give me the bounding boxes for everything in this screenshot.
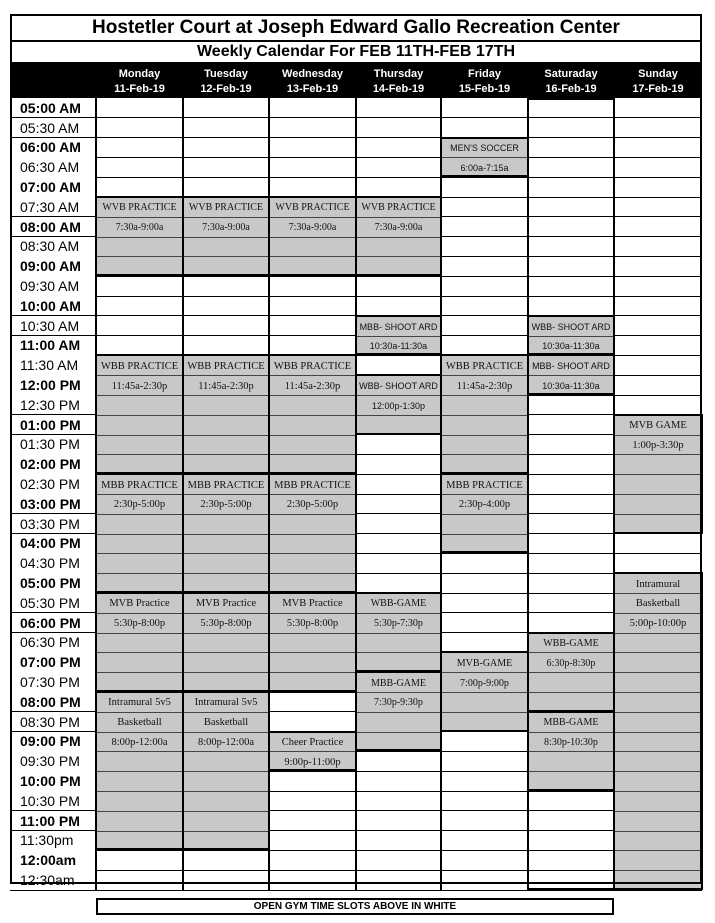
- time-label: 01:00 PM: [10, 415, 96, 435]
- event-name: MBB-GAME: [370, 677, 426, 689]
- time-label: 04:00 PM: [10, 534, 96, 554]
- event-block[interactable]: [182, 354, 270, 474]
- event-time: 11:45a-2:30p: [284, 380, 341, 392]
- event-row-line: [442, 375, 527, 376]
- event-time: 10:30a-11:30a: [369, 341, 428, 352]
- event-time: 2:30p-5:00p: [113, 499, 166, 511]
- event-name: Intramural: [635, 578, 681, 590]
- event-row-line: [97, 633, 182, 634]
- event-name: Basketball: [635, 598, 681, 610]
- event-row-line: [270, 454, 355, 455]
- time-label: 02:00 PM: [10, 454, 96, 474]
- event-row-line: [270, 375, 355, 376]
- event-time: 5:30p-7:30p: [374, 618, 423, 630]
- event-row-line: [615, 811, 701, 812]
- event-block[interactable]: [527, 315, 615, 356]
- day-name-wednesday: Wednesday: [282, 68, 343, 80]
- event-name: Cheer Practice: [281, 736, 344, 748]
- header-divider: [355, 80, 356, 81]
- event-row-line: [270, 633, 355, 634]
- day-name-saturaday: Saturaday: [544, 68, 598, 80]
- header-divider: [527, 80, 528, 81]
- event-row-line: [615, 831, 701, 832]
- time-label: 06:00 AM: [10, 138, 96, 158]
- time-label: 08:30 PM: [10, 712, 96, 732]
- event-row-line: [615, 751, 701, 752]
- event-row-line: [615, 692, 701, 693]
- event-block[interactable]: [355, 592, 442, 672]
- event-row-line: [615, 652, 701, 653]
- event-row-line: [357, 692, 440, 693]
- time-label: 07:00 AM: [10, 177, 96, 197]
- event-row-line: [97, 534, 182, 535]
- event-row-line: [97, 712, 182, 713]
- day-date: 12-Feb-19: [200, 83, 252, 95]
- time-label: 09:00 AM: [10, 256, 96, 276]
- event-row-line: [184, 573, 268, 574]
- event-row-line: [184, 435, 268, 436]
- event-block[interactable]: [95, 473, 184, 593]
- event-time: 5:30p-8:00p: [200, 618, 252, 630]
- event-row-line: [615, 633, 701, 634]
- event-row-line: [97, 395, 182, 396]
- event-row-line: [97, 613, 182, 614]
- event-row-line: [97, 652, 182, 653]
- event-block[interactable]: [613, 414, 703, 534]
- time-label: 06:00 PM: [10, 613, 96, 633]
- time-label: 12:30 PM: [10, 395, 96, 415]
- event-row-line: [615, 712, 701, 713]
- event-name: Basketball: [117, 717, 162, 729]
- page-subtitle: Weekly Calendar For FEB 11TH-FEB 17TH: [10, 42, 702, 64]
- event-block[interactable]: [355, 671, 442, 751]
- event-time: 2:30p-4:00p: [458, 499, 511, 511]
- event-block[interactable]: [95, 354, 184, 474]
- day-name-sunday: Sunday: [638, 68, 678, 80]
- event-row-line: [442, 415, 527, 416]
- event-row-line: [529, 692, 613, 693]
- event-time: 8:00p-12:00a: [111, 736, 168, 748]
- event-block[interactable]: [268, 592, 357, 692]
- event-time: 7:30a-9:00a: [374, 222, 423, 234]
- event-block[interactable]: [527, 354, 615, 395]
- event-row-line: [442, 514, 527, 515]
- footer-note: OPEN GYM TIME SLOTS ABOVE IN WHITE: [96, 898, 614, 915]
- event-time: 7:00p-9:00p: [460, 677, 509, 689]
- time-label: 12:30am: [10, 870, 96, 890]
- event-name: WBB- SHOOT ARD: [359, 381, 438, 392]
- event-row-line: [357, 633, 440, 634]
- event-time: 8:30p-10:30p: [544, 736, 598, 748]
- event-block[interactable]: [182, 473, 270, 593]
- event-row-line: [357, 613, 440, 614]
- event-row-line: [97, 415, 182, 416]
- time-label: 10:00 PM: [10, 771, 96, 791]
- event-row-line: [270, 217, 355, 218]
- event-row-line: [184, 732, 268, 733]
- day-date: 11-Feb-19: [114, 83, 165, 95]
- event-time: 7:30a-9:00a: [288, 222, 337, 234]
- event-row-line: [184, 375, 268, 376]
- event-block[interactable]: [268, 196, 357, 276]
- event-row-line: [615, 454, 701, 455]
- event-time: 11:45a-2:30p: [111, 380, 168, 392]
- time-label: 08:30 AM: [10, 237, 96, 257]
- time-label: 02:30 PM: [10, 474, 96, 494]
- time-label: 11:00 AM: [10, 336, 96, 356]
- event-name: WVB PRACTICE: [361, 202, 436, 214]
- event-row-line: [97, 237, 182, 238]
- event-time: 2:30p-5:00p: [200, 499, 252, 511]
- event-row-line: [97, 573, 182, 574]
- day-date: 13-Feb-19: [286, 83, 339, 95]
- time-label: 10:30 AM: [10, 316, 96, 336]
- event-row-line: [97, 217, 182, 218]
- event-name: MBB PRACTICE: [187, 479, 265, 491]
- event-row-line: [615, 732, 701, 733]
- event-row-line: [184, 237, 268, 238]
- event-row-line: [357, 336, 440, 337]
- event-row-line: [184, 613, 268, 614]
- event-row-line: [184, 553, 268, 554]
- time-label: 09:30 AM: [10, 276, 96, 296]
- event-row-line: [184, 771, 268, 772]
- event-time: 7:30a-9:00a: [115, 222, 164, 234]
- event-row-line: [97, 494, 182, 495]
- event-row-line: [184, 534, 268, 535]
- event-row-line: [615, 672, 701, 673]
- event-row-line: [357, 395, 440, 396]
- day-name-tuesday: Tuesday: [204, 68, 248, 80]
- event-block[interactable]: [182, 592, 270, 692]
- event-row-line: [442, 435, 527, 436]
- event-row-line: [270, 435, 355, 436]
- event-row-line: [270, 672, 355, 673]
- event-row-line: [184, 712, 268, 713]
- event-row-line: [442, 454, 527, 455]
- event-block[interactable]: [355, 196, 442, 276]
- event-time: 10:30a-11:30a: [542, 341, 600, 352]
- event-name: WBB PRACTICE: [445, 360, 524, 372]
- time-label: 07:00 PM: [10, 652, 96, 672]
- time-label: 05:30 AM: [10, 118, 96, 138]
- event-row-line: [184, 672, 268, 673]
- event-row-line: [97, 732, 182, 733]
- event-row-line: [184, 751, 268, 752]
- event-row-line: [615, 474, 701, 475]
- day-date: 15-Feb-19: [458, 83, 511, 95]
- event-name: MVB GAME: [629, 420, 687, 432]
- event-block[interactable]: [95, 196, 184, 276]
- event-row-line: [184, 811, 268, 812]
- event-row-line: [97, 831, 182, 832]
- page-title: Hostetler Court at Joseph Edward Gallo Recreation Center: [10, 14, 702, 42]
- event-row-line: [184, 395, 268, 396]
- event-row-line: [184, 791, 268, 792]
- event-block[interactable]: [613, 572, 703, 890]
- event-row-line: [97, 553, 182, 554]
- time-label: 09:00 PM: [10, 732, 96, 752]
- header-divider: [182, 80, 183, 81]
- event-name: MBB PRACTICE: [446, 479, 523, 491]
- event-time: 1:00p-3:30p: [632, 439, 684, 451]
- time-label: 05:00 PM: [10, 573, 96, 593]
- event-row-line: [442, 712, 527, 713]
- time-label: 01:30 PM: [10, 435, 96, 455]
- time-label: 12:00 PM: [10, 375, 96, 395]
- event-name: MBB- SHOOT ARD: [359, 321, 438, 332]
- event-row-line: [270, 573, 355, 574]
- event-row-line: [615, 514, 701, 515]
- event-row-line: [442, 692, 527, 693]
- event-name: MVB Practice: [195, 598, 257, 610]
- header-divider: [268, 80, 269, 81]
- event-row-line: [615, 593, 701, 594]
- event-block[interactable]: [440, 651, 529, 731]
- event-row-line: [97, 435, 182, 436]
- time-label: 05:30 PM: [10, 593, 96, 613]
- event-row-line: [615, 613, 701, 614]
- event-name: WBB PRACTICE: [273, 360, 352, 372]
- event-name: MVB-GAME: [456, 657, 513, 669]
- event-row-line: [270, 534, 355, 535]
- time-label: 10:00 AM: [10, 296, 96, 316]
- event-row-line: [97, 256, 182, 257]
- time-label: 11:30pm: [10, 831, 96, 851]
- event-block[interactable]: [95, 592, 184, 692]
- event-row-line: [97, 771, 182, 772]
- event-row-line: [529, 672, 613, 673]
- event-block[interactable]: [440, 137, 529, 178]
- event-row-line: [97, 791, 182, 792]
- event-row-line: [357, 732, 440, 733]
- event-name: WVB PRACTICE: [188, 202, 264, 214]
- event-row-line: [184, 633, 268, 634]
- event-name: WVB PRACTICE: [102, 202, 177, 214]
- event-name: Intramural 5v5: [194, 697, 258, 709]
- time-label: 03:00 PM: [10, 494, 96, 514]
- event-time: 6:30p-8:30p: [546, 657, 596, 669]
- event-row-line: [270, 652, 355, 653]
- event-time: 7:30a-9:00a: [202, 222, 250, 234]
- event-time: 6:00a-7:15a: [460, 163, 509, 174]
- event-block[interactable]: [440, 473, 529, 553]
- event-row-line: [529, 732, 613, 733]
- event-row-line: [97, 672, 182, 673]
- event-name: WVB PRACTICE: [275, 202, 350, 214]
- day-name-friday: Friday: [467, 68, 501, 80]
- event-block[interactable]: [182, 691, 270, 850]
- event-row-line: [442, 494, 527, 495]
- time-label: 11:30 AM: [10, 355, 96, 375]
- event-row-line: [270, 751, 355, 752]
- event-row-line: [529, 652, 613, 653]
- day-name-monday: Monday: [118, 68, 161, 80]
- event-time: 5:30p-8:00p: [286, 618, 339, 630]
- event-row-line: [184, 831, 268, 832]
- event-row-line: [270, 237, 355, 238]
- event-row-line: [97, 751, 182, 752]
- event-row-line: [270, 514, 355, 515]
- event-row-line: [357, 652, 440, 653]
- event-row-line: [357, 415, 440, 416]
- event-row-line: [184, 514, 268, 515]
- event-block[interactable]: [268, 731, 357, 772]
- event-name: MEN'S SOCCER: [450, 143, 519, 154]
- event-time: 5:00p-10:00p: [629, 618, 687, 630]
- event-row-line: [270, 415, 355, 416]
- event-time: 12:00p-1:30p: [371, 400, 426, 411]
- event-block[interactable]: [527, 711, 615, 791]
- event-row-line: [357, 256, 440, 257]
- time-label: 03:30 PM: [10, 514, 96, 534]
- event-row-line: [442, 395, 527, 396]
- time-label: 09:30 PM: [10, 751, 96, 771]
- time-label: 06:30 AM: [10, 157, 96, 177]
- event-row-line: [357, 217, 440, 218]
- time-label: 04:30 PM: [10, 553, 96, 573]
- event-time: 9:00p-11:00p: [284, 756, 341, 768]
- event-row-line: [442, 672, 527, 673]
- event-row-line: [270, 395, 355, 396]
- time-label: 11:00 PM: [10, 811, 96, 831]
- event-row-line: [615, 870, 701, 871]
- event-row-line: [270, 553, 355, 554]
- event-name: MVB Practice: [109, 598, 170, 610]
- event-row-line: [615, 435, 701, 436]
- event-row-line: [442, 534, 527, 535]
- event-row-line: [97, 811, 182, 812]
- event-time: 11:45a-2:30p: [456, 380, 513, 392]
- event-time: 2:30p-5:00p: [286, 499, 339, 511]
- event-row-line: [615, 771, 701, 772]
- event-row-line: [184, 217, 268, 218]
- event-name: MBB PRACTICE: [274, 479, 351, 491]
- event-row-line: [357, 712, 440, 713]
- event-row-line: [357, 237, 440, 238]
- event-name: WBB- SHOOT ARD: [531, 321, 611, 332]
- event-row-line: [615, 791, 701, 792]
- event-block[interactable]: [355, 315, 442, 356]
- time-label: 06:30 PM: [10, 633, 96, 653]
- time-label: 12:00am: [10, 850, 96, 870]
- header-divider: [440, 80, 441, 81]
- event-name: WBB-GAME: [370, 598, 427, 610]
- event-row-line: [529, 375, 613, 376]
- event-time: 7:30p-9:30p: [374, 697, 423, 709]
- event-block[interactable]: [440, 354, 529, 474]
- event-name: MVB Practice: [282, 598, 343, 610]
- header-divider: [613, 80, 614, 81]
- event-block[interactable]: [268, 473, 357, 593]
- event-block[interactable]: [527, 632, 615, 712]
- day-date: 17-Feb-19: [632, 83, 684, 95]
- event-name: MBB- SHOOT ARD: [532, 361, 610, 372]
- event-block[interactable]: [355, 374, 442, 434]
- event-row-line: [270, 613, 355, 614]
- event-row-line: [184, 256, 268, 257]
- event-time: 10:30a-11:30a: [542, 381, 600, 392]
- day-date: 14-Feb-19: [372, 83, 425, 95]
- day-date: 16-Feb-19: [545, 83, 597, 95]
- event-time: 11:45a-2:30p: [198, 380, 254, 392]
- event-time: 5:30p-8:00p: [113, 618, 166, 630]
- event-row-line: [97, 375, 182, 376]
- event-row-line: [270, 494, 355, 495]
- event-name: Intramural 5v5: [108, 697, 171, 709]
- event-name: MBB-GAME: [543, 717, 599, 729]
- event-row-line: [270, 256, 355, 257]
- event-time: 8:00p-12:00a: [198, 736, 254, 748]
- event-name: Basketball: [203, 717, 249, 729]
- time-label: 05:00 AM: [10, 98, 96, 118]
- time-label: 07:30 PM: [10, 672, 96, 692]
- event-row-line: [97, 454, 182, 455]
- event-block[interactable]: [95, 691, 184, 850]
- time-label: 10:30 PM: [10, 791, 96, 811]
- event-row-line: [529, 771, 613, 772]
- event-row-line: [442, 157, 527, 158]
- time-label: 08:00 PM: [10, 692, 96, 712]
- day-name-thursday: Thursday: [373, 68, 424, 80]
- event-name: WBB PRACTICE: [187, 360, 265, 372]
- event-row-line: [97, 514, 182, 515]
- event-row-line: [615, 494, 701, 495]
- event-name: MBB PRACTICE: [101, 479, 178, 491]
- event-row-line: [184, 652, 268, 653]
- event-block[interactable]: [182, 196, 270, 276]
- time-label: 07:30 AM: [10, 197, 96, 217]
- event-row-line: [184, 494, 268, 495]
- event-row-line: [184, 415, 268, 416]
- event-row-line: [529, 751, 613, 752]
- event-row-line: [529, 336, 613, 337]
- event-name: WBB-GAME: [543, 637, 599, 649]
- event-row-line: [615, 850, 701, 851]
- event-name: WBB PRACTICE: [100, 360, 179, 372]
- event-block[interactable]: [268, 354, 357, 474]
- time-label: 08:00 AM: [10, 217, 96, 237]
- event-row-line: [184, 454, 268, 455]
